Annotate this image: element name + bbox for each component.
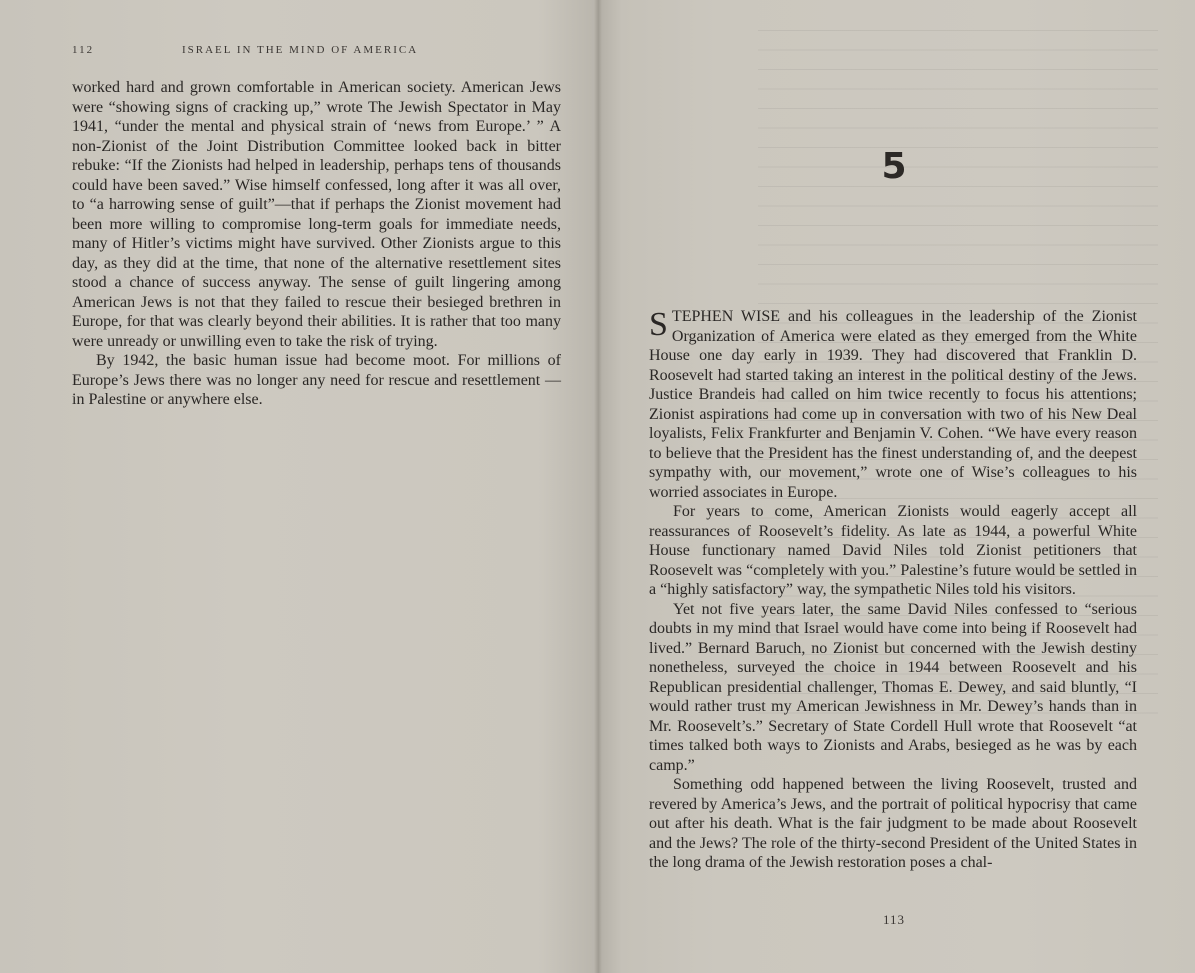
right-body-text [649, 307, 1137, 873]
right-paragraph-3: Yet not five years later, the same David Niles confessed to “serious doubts in my mind that Israel would have come into being if Roosevelt had lived.” Bernard Baruch, no Zionist but concerned with the Jewish destiny nonetheless, surveyed the choice in 1944 between Roosevelt and his Republican presidential challenger, Thomas E. Dewey, and said bluntly, “I would rather trust my American Jewishness in Mr. Dewey’s hands than in Mr. Roosevelt’s.” Secretary of State Cordell Hull wrote that Roosevelt “at times talked both ways to Zionists and Arabs, besieged as he was by each camp.” [649, 600, 1137, 774]
left-paragraph-2: By 1942, the basic human issue had become moot. For millions of Europe’s Jews there was no longer any need for rescue and resettlement —in Palestine or anywhere else. [72, 352, 561, 408]
chapter-number: 5 [881, 146, 907, 187]
left-body-text [72, 78, 561, 410]
right-page [598, 0, 1195, 973]
running-head-title: ISRAEL IN THE MIND OF AMERICA [182, 44, 419, 56]
book-gutter [594, 0, 602, 973]
opening-rest: and his colleagues in the leadership of the Zionist Organization of America were elated as they emerged from the White House one day early in 1939. They had discovered that Franklin D. Roosevelt had started taking an interest in the political destiny of the Jews. Justice Brandeis had called on him twice recently to focus his attentions; Zionist aspirations had come up in conversation with two of his New Deal loyalists, Felix Frankfurter and Benjamin V. Cohen. “We have every reason to believe that the President has the finest understanding of, and the deepest sympathy with, our movement,” wrote one of Wise’s colleagues to his worried associates in Europe. [649, 308, 1137, 501]
right-paragraph-4: Something odd happened between the living Roosevelt, trusted and revered by America’s Jews, and the portrait of political hypocrisy that came out after his death. What is the fair judgment to be made about Roosevelt and the Jews? The role of the thirty-second President of the United States in the long drama of the Jewish restoration poses a chal- [649, 776, 1137, 871]
running-head [72, 44, 562, 56]
right-paragraph-2: For years to come, American Zionists would eagerly accept all reassurances of Roosevelt’s fidelity. As late as 1944, a powerful White House functionary named David Niles told Zionist petitioners that Roosevelt was “completely with you.” Palestine’s future would be settled in a “highly satisfactory” way, the sympathetic Niles told his visitors. [649, 503, 1137, 598]
right-opening-paragraph [649, 307, 1137, 502]
left-folio: 112 [72, 44, 95, 56]
right-folio: 113 [882, 912, 906, 927]
left-paragraph-1: worked hard and grown comfortable in American society. American Jews were “showing signs of cracking up,” wrote The Jewish Spectator in May 1941, “under the mental and physical strain of ‘news from Europe.’ ” A non-Zionist of the Joint Distribution Committee looked back in bitter rebuke: “If the Zionists had helped in leadership, perhaps tens of thousands could have been saved.” Wise himself confessed, long after it was all over, to “a harrowing sense of guilt”—that if perhaps the Zionist movement had been more willing to compromise long-term goals for immediate needs, many of Hitler’s victims might have survived. Other Zionists argue to this day, as they did at the time, that none of the alternative resettlement sites stood a chance of success anyway. The sense of guilt lingering among American Jews is not that they failed to rescue their besieged brethren in Europe, for that was clearly beyond their abilities. It is rather that too many were unready or unwilling even to take the risk of trying. [72, 79, 561, 350]
opening-smallcaps: TEPHEN WISE [671, 308, 781, 325]
drop-cap: S [649, 306, 668, 343]
